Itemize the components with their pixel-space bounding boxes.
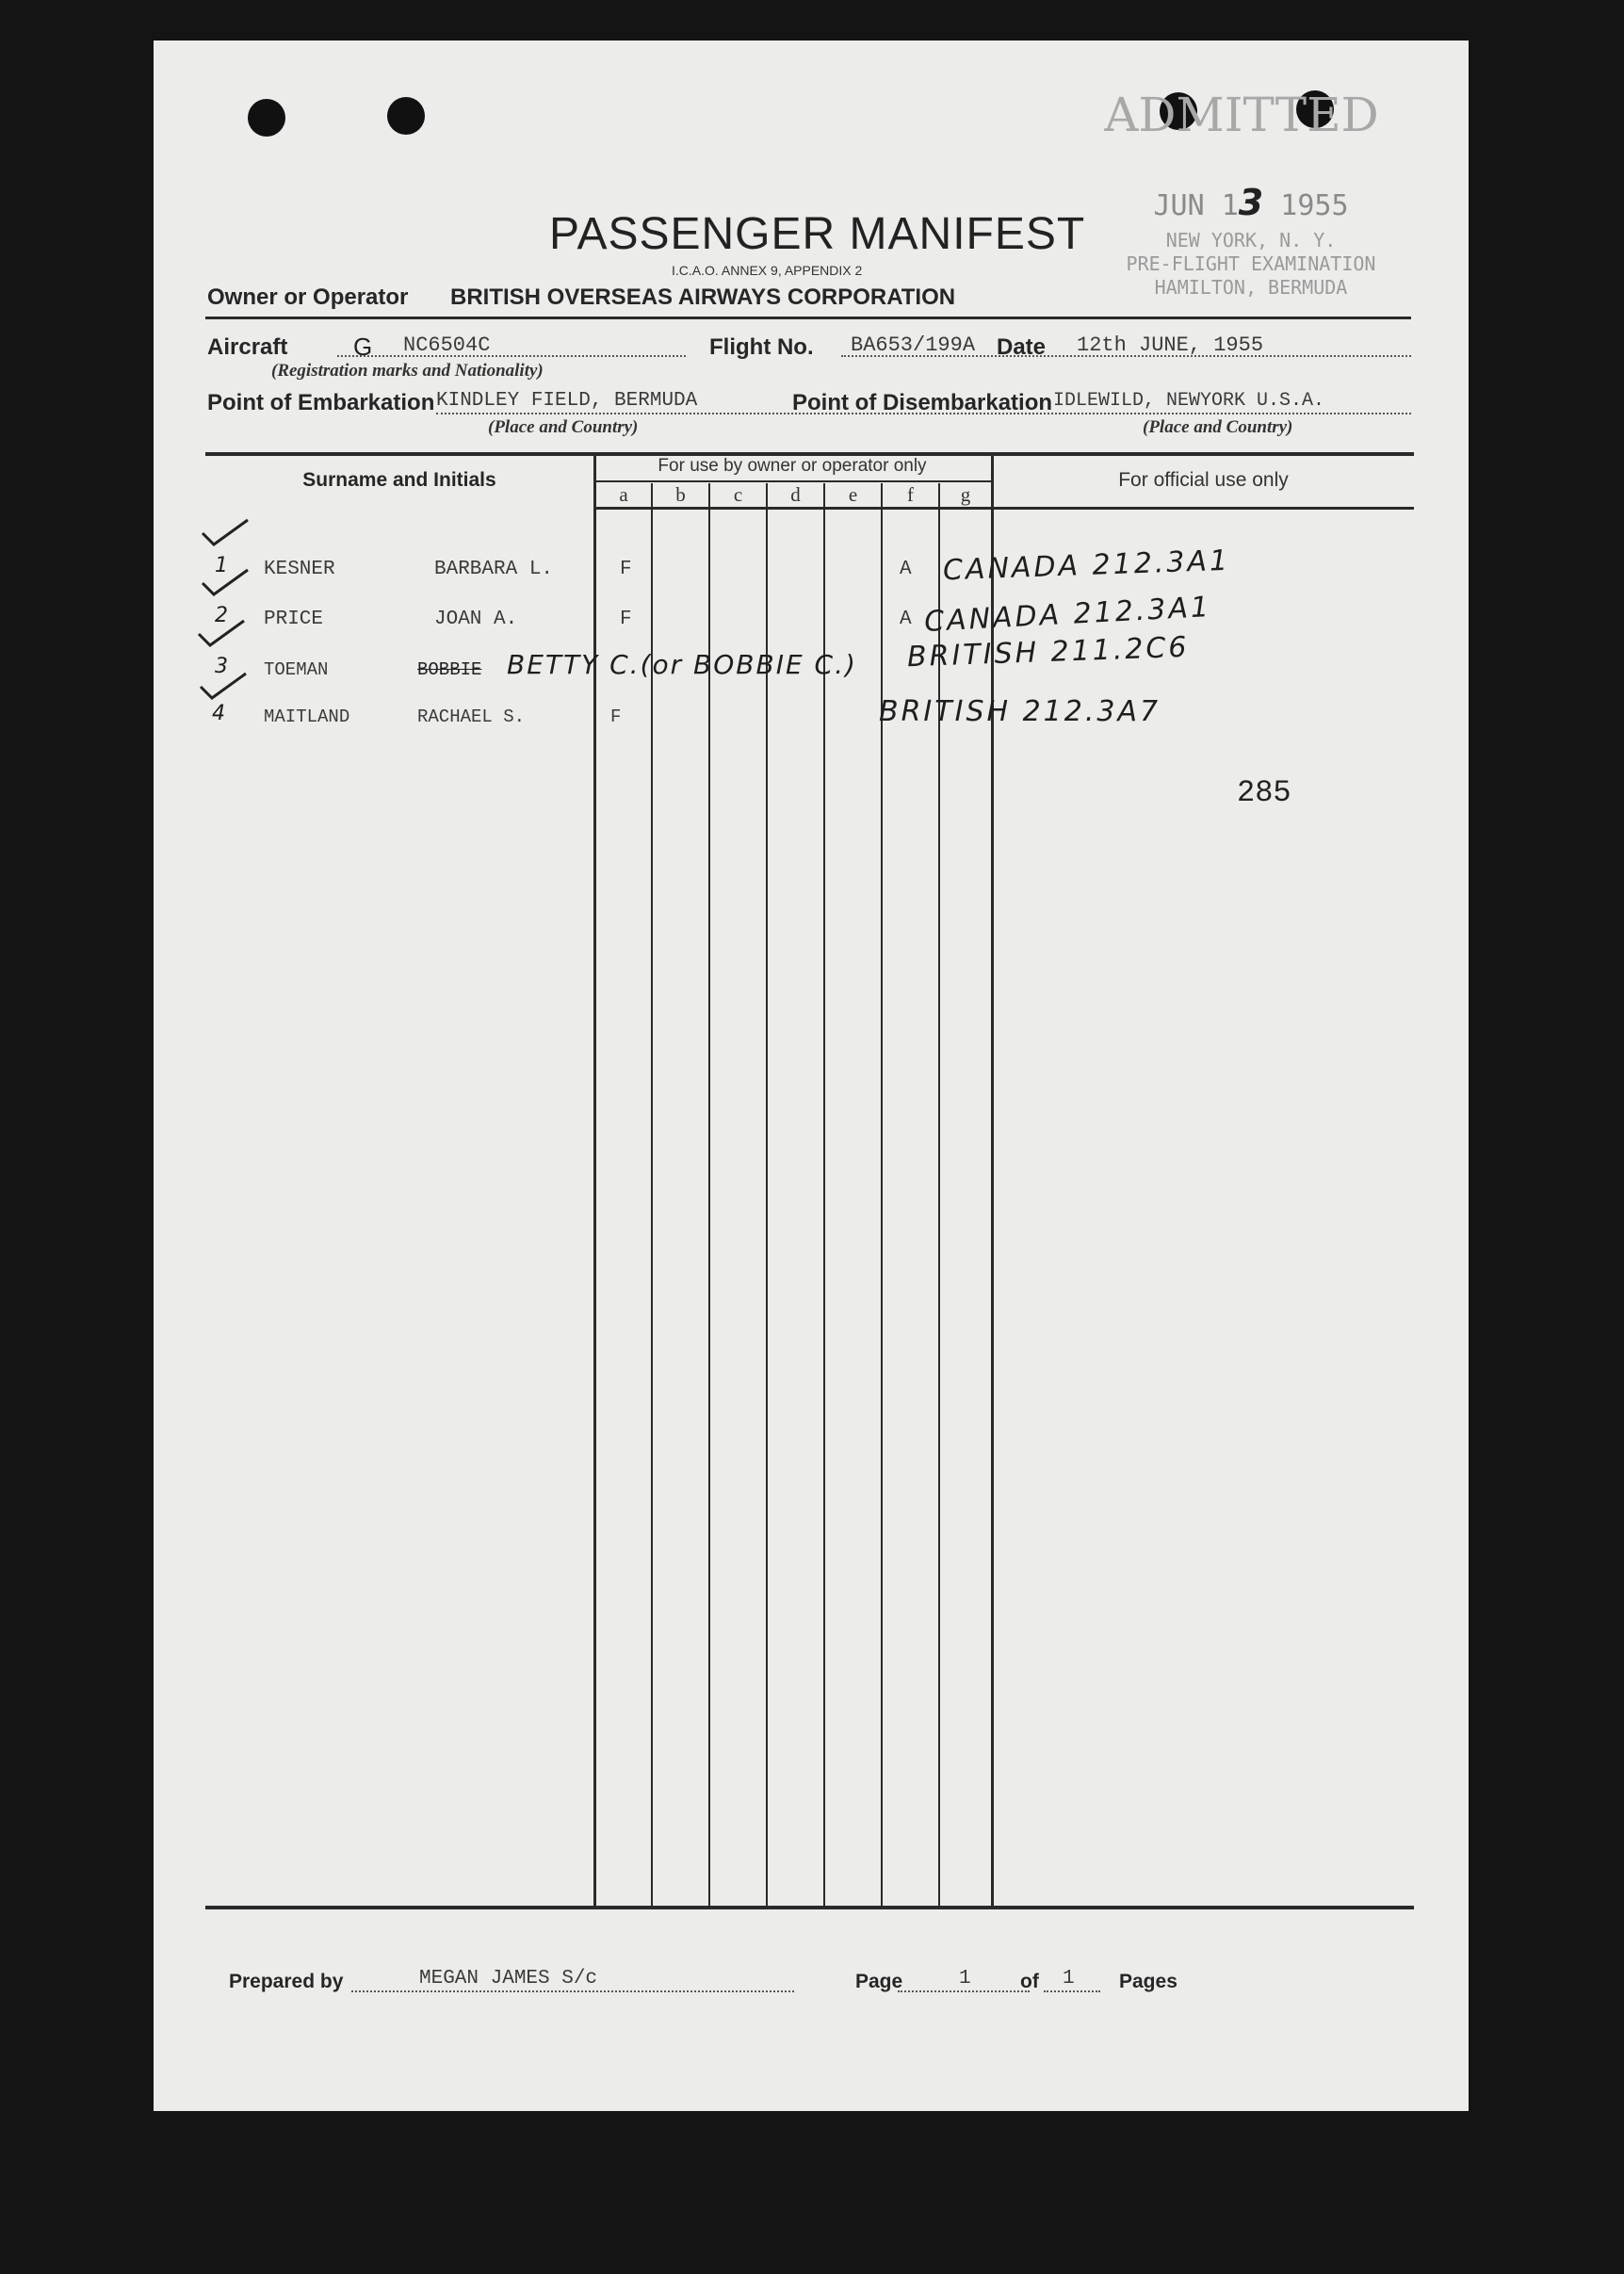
row-surname: KESNER (264, 559, 335, 580)
row-col-a: F (610, 707, 622, 727)
checkmark-icon (199, 566, 252, 598)
subcol-c: c (733, 483, 743, 506)
row-official: BRITISH 212.3A7 (879, 695, 1161, 728)
checkmark-icon (197, 670, 250, 702)
row-number: 4 (212, 702, 228, 725)
row-number: 2 (215, 604, 231, 627)
row-col-f: A (900, 609, 912, 630)
stamp-line1: NEW YORK, N. Y. (1165, 229, 1337, 252)
row-given: JOAN A. (434, 609, 518, 630)
row-official: CANADA 212.3A1 (923, 591, 1212, 639)
row-col-a: F (620, 609, 632, 630)
col-divider (651, 483, 653, 1906)
checkmark-icon (195, 617, 248, 649)
row-surname: TOEMAN (264, 659, 329, 680)
aircraft-label: Aircraft (207, 334, 288, 360)
disembark-note: (Place and Country) (1143, 417, 1293, 437)
embark-underline (436, 413, 1411, 414)
page-title: PASSENGER MANIFEST (549, 209, 1086, 259)
date-label: Date (997, 334, 1047, 360)
embark-note: (Place and Country) (488, 417, 639, 437)
embark-value: KINDLEY FIELD, BERMUDA (436, 390, 698, 412)
table-bottom-rule (205, 1906, 1414, 1909)
prepared-underline (351, 1990, 794, 1992)
aircraft-value: NC6504C (403, 333, 491, 357)
aircraft-note: (Registration marks and Nationality) (271, 361, 544, 381)
embark-label: Point of Embarkation (207, 390, 435, 415)
row-surname: MAITLAND (264, 707, 350, 727)
subcol-f: f (907, 483, 914, 506)
row-number: 3 (215, 655, 231, 678)
subcol-a: a (619, 483, 628, 506)
stamp-date (1143, 182, 1359, 223)
owner-label: Owner or Operator (207, 284, 409, 310)
aircraft-prefix: G (353, 333, 373, 361)
row-given: BARBARA L. (434, 559, 554, 580)
subheader-rule (595, 480, 991, 482)
header-bottom-rule (595, 507, 1414, 510)
page-underline (898, 1990, 1030, 1992)
col-owner-header: For use by owner or operator only (658, 456, 927, 476)
col-divider (823, 483, 825, 1906)
row-given: BETTY C.(or BOBBIE C.) (507, 649, 857, 680)
row-official: BRITISH 211.2C6 (906, 630, 1191, 674)
col-surname-header: Surname and Initials (302, 469, 496, 491)
stamp-line3: HAMILTON, BERMUDA (1154, 276, 1348, 299)
stamp-date-prefix: JUN 1 (1153, 189, 1239, 222)
prepared-value: MEGAN JAMES S/c (419, 1968, 598, 1990)
col-divider (708, 483, 710, 1906)
col-official-header: For official use only (1118, 469, 1289, 491)
subcol-g: g (960, 483, 971, 506)
stamp-year: 1955 (1280, 189, 1349, 222)
subcol-e: e (848, 483, 858, 506)
disembark-value: IDLEWILD, NEWYORK U.S.A. (1053, 390, 1325, 412)
pages-label: Pages (1119, 1971, 1177, 1992)
punch-hole (248, 99, 285, 137)
owner-value: BRITISH OVERSEAS AIRWAYS CORPORATION (450, 284, 956, 310)
of-underline (1044, 1990, 1100, 1992)
flight-value: BA653/199A (851, 333, 976, 357)
row-given-struck: BOBBIE (417, 659, 482, 680)
page-number-note: 285 (1237, 775, 1291, 810)
manifest-page (154, 41, 1469, 2111)
checkmark-icon (199, 516, 252, 548)
page-value: 1 (959, 1968, 971, 1990)
aircraft-underline (337, 355, 686, 357)
stamp-line2: PRE-FLIGHT EXAMINATION (1126, 252, 1376, 275)
row-official: CANADA 212.3A1 (942, 544, 1231, 588)
punch-hole (387, 97, 425, 135)
disembark-label: Point of Disembarkation (792, 390, 1053, 415)
page-subtitle: I.C.A.O. ANNEX 9, APPENDIX 2 (672, 263, 863, 278)
row-col-f: A (900, 559, 912, 580)
subcol-d: d (790, 483, 801, 506)
admitted-stamp: ADMITTED (1104, 88, 1379, 142)
page-label: Page (855, 1971, 903, 1992)
of-label: of (1020, 1971, 1039, 1992)
subcol-b: b (675, 483, 686, 506)
flight-underline (841, 355, 1411, 357)
col-divider (766, 483, 768, 1906)
row-surname: PRICE (264, 609, 324, 630)
stamp-date-hand-digit: 3 (1238, 182, 1264, 223)
date-value: 12th JUNE, 1955 (1077, 333, 1264, 357)
row-col-a: F (620, 559, 632, 580)
row-number: 1 (215, 554, 231, 577)
flight-label: Flight No. (709, 334, 814, 360)
divider (205, 317, 1411, 319)
prepared-label: Prepared by (229, 1971, 344, 1992)
row-given: RACHAEL S. (417, 707, 526, 727)
of-value: 1 (1063, 1968, 1075, 1990)
col-divider (991, 456, 994, 1907)
